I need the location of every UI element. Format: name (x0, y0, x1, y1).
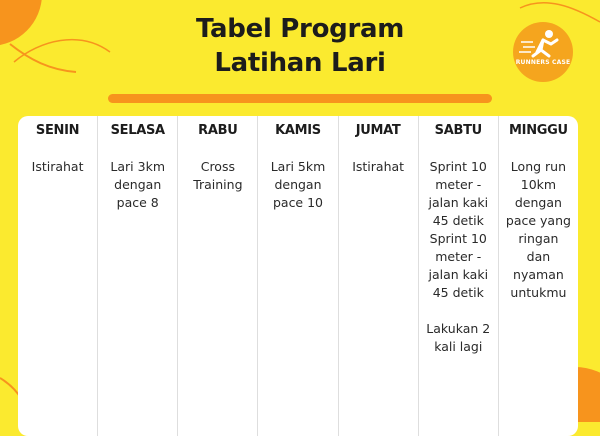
day-column-rabu (178, 116, 258, 436)
day-activity (499, 158, 578, 302)
activity-text: Lari 5km dengan pace 10 (270, 159, 326, 210)
day-column-sabtu (419, 116, 499, 436)
activity-note: Lakukan 2 kali lagi (426, 321, 491, 354)
logo-text: RUNNERS CASE (515, 59, 571, 66)
day-header: JUMAT (355, 123, 401, 138)
page-title (0, 12, 600, 80)
day-column-minggu (499, 116, 578, 436)
activity-text: Istirahat (31, 159, 84, 174)
day-column-senin (18, 116, 98, 436)
page-title-line-2: Latihan Lari (214, 48, 386, 78)
day-header: MINGGU (509, 123, 568, 138)
day-header: SELASA (110, 123, 165, 138)
schedule-table (18, 116, 578, 436)
activity-text: Long run 10km dengan pace yang ringan dan nyaman untukmu (505, 159, 571, 300)
day-column-jumat (339, 116, 419, 436)
day-activity (18, 158, 97, 176)
activity-text: Lari 3km dengan pace 8 (110, 159, 165, 210)
title-underline-bar (108, 94, 492, 103)
day-activity (98, 158, 177, 212)
day-header: SABTU (434, 123, 482, 138)
activity-text: Sprint 10 meter - jalan kaki 45 detik Sprint 10 meter - jalan kaki 45 detik (428, 159, 489, 300)
day-column-selasa (98, 116, 178, 436)
day-activity (419, 158, 498, 356)
day-column-kamis (258, 116, 338, 436)
day-header: SENIN (35, 123, 80, 138)
day-activity (339, 158, 418, 176)
day-header: KAMIS (275, 123, 321, 138)
page-title-line-1: Tabel Program (195, 14, 405, 44)
activity-text: Cross Training (193, 159, 243, 192)
day-activity (178, 158, 257, 194)
day-header: RABU (198, 123, 238, 138)
activity-text: Istirahat (352, 159, 405, 174)
day-activity (258, 158, 337, 212)
